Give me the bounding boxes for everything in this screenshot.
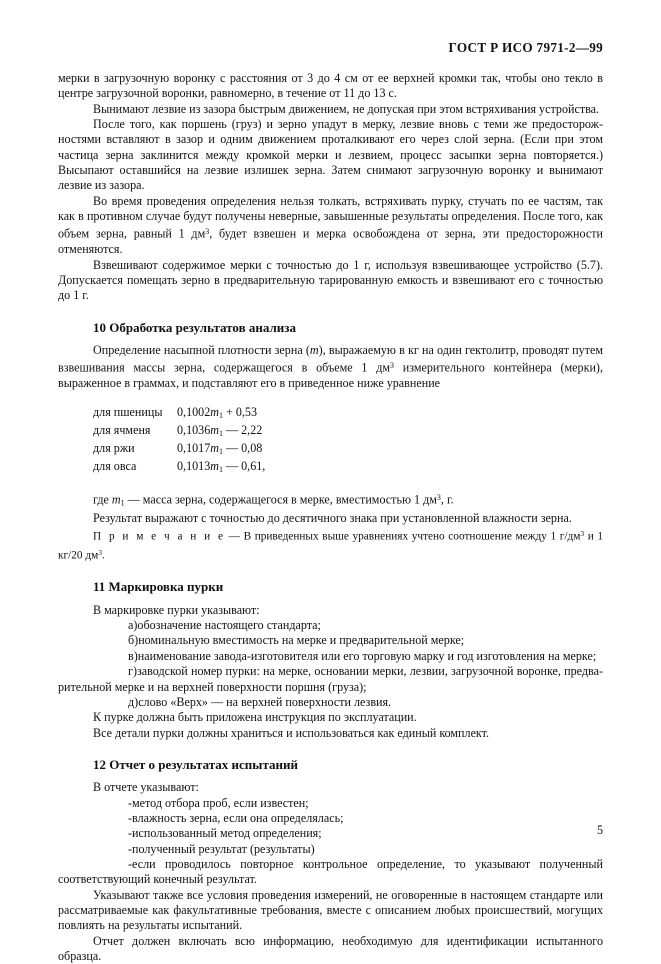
list-item-text: если проводилось повторное контрольное определение, то указывают полученный соответствующий конечный результат. [58,856,603,887]
where-text-b: — масса зерна, содержащегося в мерке, вместимостью 1 дм [124,492,437,507]
heading-section-11: 11 Маркировка пурки [93,579,224,595]
list-item [58,842,603,857]
formula-tail: — 0,61, [222,458,266,473]
list-item-label: б) [128,633,139,648]
paragraph-sample-identification: Отчет должен включать всю информацию, необходимую для идентификации испытанного образца. [58,933,603,964]
note-label: П р и м е ч а н и е [93,530,226,543]
variable-subscript: 1 [219,410,223,420]
list-item [58,649,603,664]
note-text-c: . [102,549,105,562]
variable-m: m [111,492,121,507]
list-item [58,695,603,710]
paragraph-marking-intro: В маркировке пурки указывают: [93,602,260,617]
spacer [58,335,603,343]
paragraph-weighing: Взвешивают содержимое мерки с точностью до 1 г, используя взвешивающее устройство (5.7). Допускается помещать зерно в предварительную тарированную емкость и взвешивают его с точностью до 1 г. [58,257,603,303]
paragraph-report-intro: В отчете указывают: [93,780,199,795]
spacer [58,563,603,579]
list-item [58,796,603,811]
marking-list [58,618,603,710]
variable-subscript: 1 [219,428,223,438]
formula-coefficient: 0,1002 [177,404,211,419]
list-item [58,664,603,695]
list-item-label: д) [128,694,139,709]
paragraph-blade-removal: Вынимают лезвие из зазора быстрым движением, не допуская при этом встряхивания устройства. [93,101,600,116]
list-item-label: г) [128,664,137,679]
formula-label: для овса [93,458,137,473]
formula-row-oats [93,459,603,477]
formula-expression [177,423,262,441]
standard-header: ГОСТ Р ИСО 7971-2—99 [448,40,603,55]
heading-section-10: 10 Обработка результатов анализа [93,319,296,335]
superscript-cubic: 3 [205,227,210,237]
paragraph-where-clause [58,490,603,511]
intro-text-a: Определение насыпной плотности зерна ( [93,343,310,358]
list-item-text: слово «Верх» — на верхней поверхности лезвия. [138,694,392,709]
list-item [58,633,603,648]
spacer [58,595,603,603]
superscript-cubic: 3 [390,361,394,371]
formula-row-wheat [93,405,603,423]
formula-label: для пшеницы [93,404,163,419]
formula-coefficient: 0,1013 [177,458,211,473]
paragraph-continuation: мерки в загрузочную воронку с расстояния от 3 до 4 см от ее верхней кромки так, чтобы оно текло в центре загрузочной воронки, равномерно, в течение от 11 до 13 с. [58,71,603,101]
variable-m: m [210,422,219,437]
paragraph-precautions [58,194,603,258]
precautions-text-b: , будет взвешен и мерка освобождена от зерна, эти предосторожности отменяются. [58,227,604,257]
list-item-text: полученный результат (результаты) [132,841,315,856]
formula-tail: — 0,08 [222,440,263,455]
spacer [58,477,603,490]
intro-text-c: измерительного контейнера (мерки), выраженное в граммах, и подставляют его в приведенное ниже уравнение [58,361,603,391]
list-item [58,618,603,633]
variable-subscript: 1 [219,464,223,474]
formula-tail: + 0,53 [222,404,258,419]
list-item-text: использованный метод определения; [132,826,322,841]
where-text-a: где [93,492,112,507]
list-item-bullet: - [128,841,133,856]
variable-m: m [210,440,219,455]
heading-section-12: 12 Отчет о результатах испытаний [93,756,298,772]
formula-coefficient: 0,1017 [177,440,211,455]
formula-expression [177,441,262,459]
formula-row-barley [93,423,603,441]
paragraph-bulk-density [58,343,603,392]
spacer [58,741,603,757]
note-text-a: — В приведенных выше уравнениях учтено соотношение между 1 г/дм [225,530,581,543]
where-text-c: , г. [440,492,454,507]
report-list [58,796,603,888]
formula-label: для ячменя [93,422,151,437]
spacer [58,392,603,405]
list-item-text: обозначение настоящего стандарта; [137,618,321,633]
formula-coefficient: 0,1036 [177,422,211,437]
intro-text-b: ), выражаемую в кг на один гектолитр, проводят путем взвешивания массы зерна, содержащегося в объеме 1 дм [58,343,603,375]
paragraph-instruction-required: К пурке должна быть приложена инструкция по эксплуатации. [93,710,417,725]
precautions-text-a: Во время проведения определения нельзя толкать, встряхивать пурку, стучать по ее частям, так как в противном случае будут получены неверные, завышенные результаты определения. После того, как объем зерна, равный 1 дм [58,193,603,242]
formula-list [58,405,603,477]
variable-m: m [309,343,319,358]
superscript-cubic: 3 [436,493,441,503]
list-item-bullet: - [128,856,133,871]
formula-row-rye [93,441,603,459]
note-text-b: и 1 кг/20 дм [58,530,603,562]
list-item-text: заводской номер пурки: на мерке, основании мерки, лезвии, загрузочной воронке, предварительной мерке и на верхней поверхности поршня (груза); [58,664,603,694]
variable-subscript: 1 [219,446,223,456]
spacer [58,304,603,320]
list-item-bullet: - [128,826,133,841]
variable-m: m [210,404,219,419]
page-number: 5 [596,823,603,837]
formula-expression [177,405,257,423]
paragraph-piston-grain: После того, как поршень (груз) и зерно упадут в мерку, лезвие вновь с теми же предосторожностями вставляют в зазор и одним движением проталкивают его через слой зерна. (Если при этом частица зерна заклинится между кромкой мерки и лезвием, процесс засыпки зерна повторяется.) Высыпают оставшийся на лезвие излишек зерна. Затем снимают загрузочную воронку и вынимают лезвие из зазора. [58,117,603,193]
formula-tail: — 2,22 [222,422,263,437]
list-item-bullet: - [128,810,133,825]
spacer [58,772,603,780]
paragraph-result-precision: Результат выражают с точностью до десятичного знака при установленной влажности зерна. [93,510,572,525]
variable-m: m [210,458,219,473]
list-item-text: метод отбора проб, если известен; [132,795,309,810]
formula-label: для ржи [93,440,135,455]
variable-subscript: 1 [120,498,125,508]
list-item-text: влажность зерна, если она определялась; [132,810,344,825]
list-item-label: в) [128,648,138,663]
formula-expression [177,459,265,477]
paragraph-measurement-conditions: Указывают также все условия проведения измерений, не оговоренные в настоящем стандарте или рассматриваемые как факультативные требования, вместе с описанием любых происшествий, могущих повлиять на результаты испытаний. [58,887,603,933]
list-item [58,857,603,888]
note-ratio [58,526,603,563]
list-item-text: наименование завода-изготовителя или его торговую марку и год изготовления на мерке; [137,648,597,663]
superscript-cubic: 3 [98,547,102,557]
paragraph-single-set: Все детали пурки должны храниться и использоваться как единый комплект. [93,725,490,740]
list-item-bullet: - [128,795,133,810]
list-item-text: номинальную вместимость на мерке и предварительной мерке; [138,633,465,648]
superscript-cubic: 3 [580,529,585,539]
list-item-label: а) [128,618,138,633]
